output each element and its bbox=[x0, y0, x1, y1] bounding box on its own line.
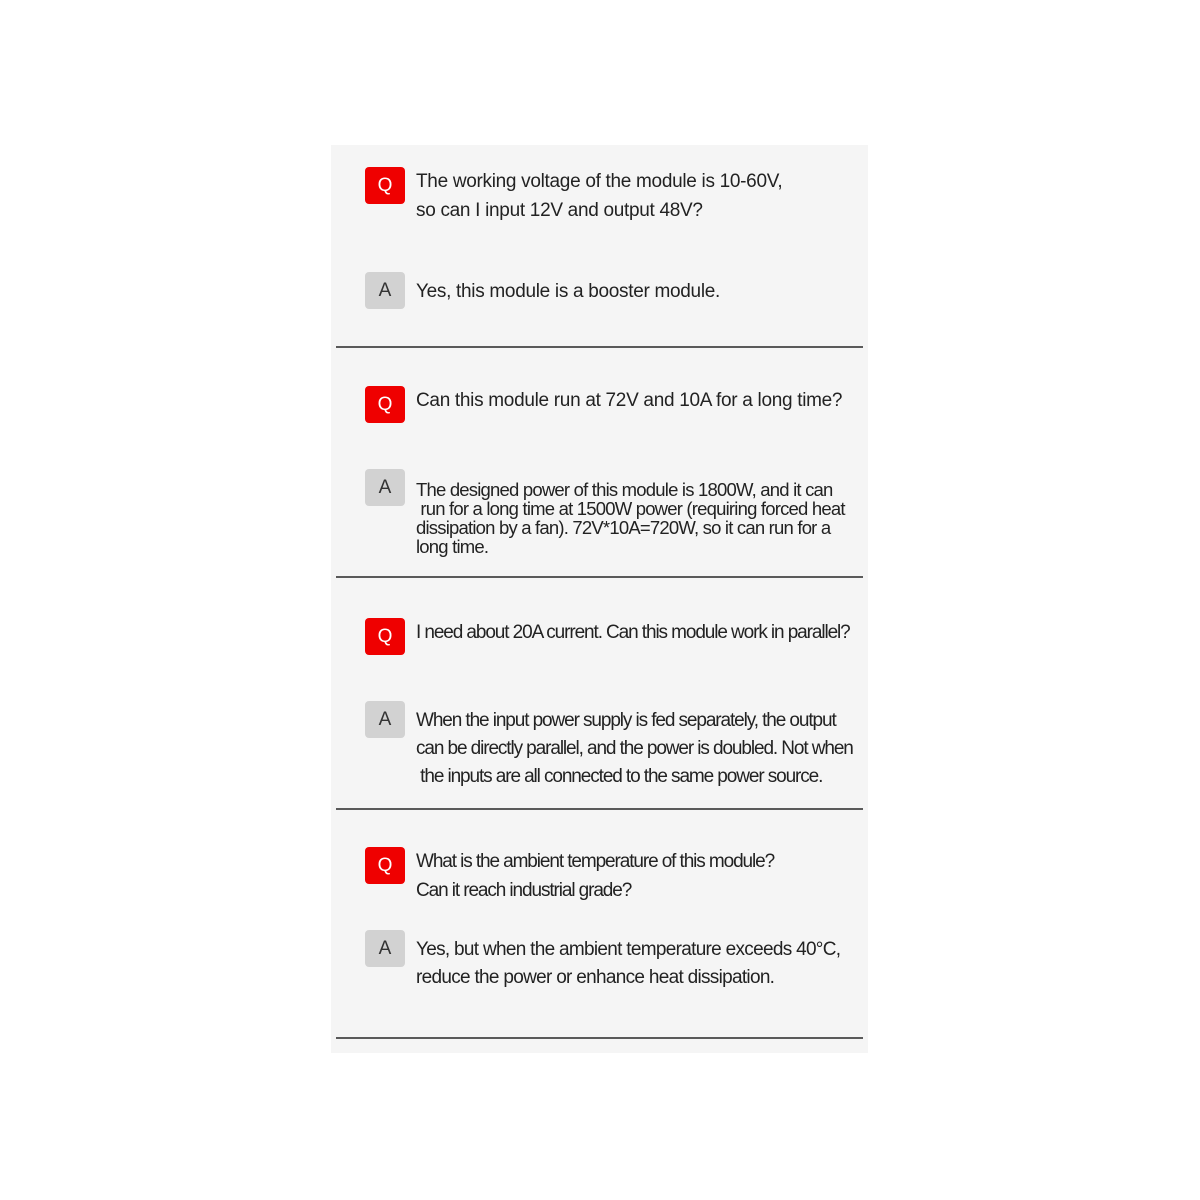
question-line: I need about 20A current. Can this module work in parallel? bbox=[416, 622, 850, 643]
answer-badge: A bbox=[365, 701, 405, 738]
question-badge: Q bbox=[365, 618, 405, 655]
answer-line: can be directly parallel, and the power is doubled. Not when bbox=[416, 738, 853, 759]
answer-text bbox=[416, 480, 845, 556]
answer-text bbox=[416, 707, 853, 791]
answer-line: The designed power of this module is 1800W, and it can bbox=[416, 479, 833, 500]
answer-badge: A bbox=[365, 272, 405, 309]
answer-badge: A bbox=[365, 930, 405, 967]
question-line: What is the ambient temperature of this module? bbox=[416, 851, 775, 872]
question-text bbox=[416, 847, 774, 905]
divider bbox=[336, 1037, 863, 1039]
question-line: The working voltage of the module is 10-60V, bbox=[416, 171, 783, 192]
answer-line: Yes, this module is a booster module. bbox=[416, 281, 720, 302]
question-badge: Q bbox=[365, 386, 405, 423]
answer-line: Yes, but when the ambient temperature exceeds 40°C, bbox=[416, 939, 841, 960]
question-text bbox=[416, 618, 850, 647]
question-badge: Q bbox=[365, 167, 405, 204]
answer-line: reduce the power or enhance heat dissipation. bbox=[416, 967, 775, 988]
question-badge: Q bbox=[365, 847, 405, 884]
question-text bbox=[416, 167, 782, 225]
question-line: Can this module run at 72V and 10A for a long time? bbox=[416, 390, 843, 411]
answer-line: When the input power supply is fed separately, the output bbox=[416, 710, 836, 731]
question-line: Can it reach industrial grade? bbox=[416, 880, 632, 901]
answer-line: long time. bbox=[416, 536, 489, 557]
question-line: so can I input 12V and output 48V? bbox=[416, 200, 703, 221]
answer-line: the inputs are all connected to the same power source. bbox=[416, 766, 823, 787]
answer-text bbox=[416, 278, 720, 306]
answer-text bbox=[416, 936, 840, 992]
answer-line: run for a long time at 1500W power (requiring forced heat bbox=[416, 498, 845, 519]
answer-badge: A bbox=[365, 469, 405, 506]
divider bbox=[336, 808, 863, 810]
answer-line: dissipation by a fan). 72V*10A=720W, so it can run for a bbox=[416, 517, 831, 538]
question-text bbox=[416, 386, 842, 415]
divider bbox=[336, 576, 863, 578]
divider bbox=[336, 346, 863, 348]
